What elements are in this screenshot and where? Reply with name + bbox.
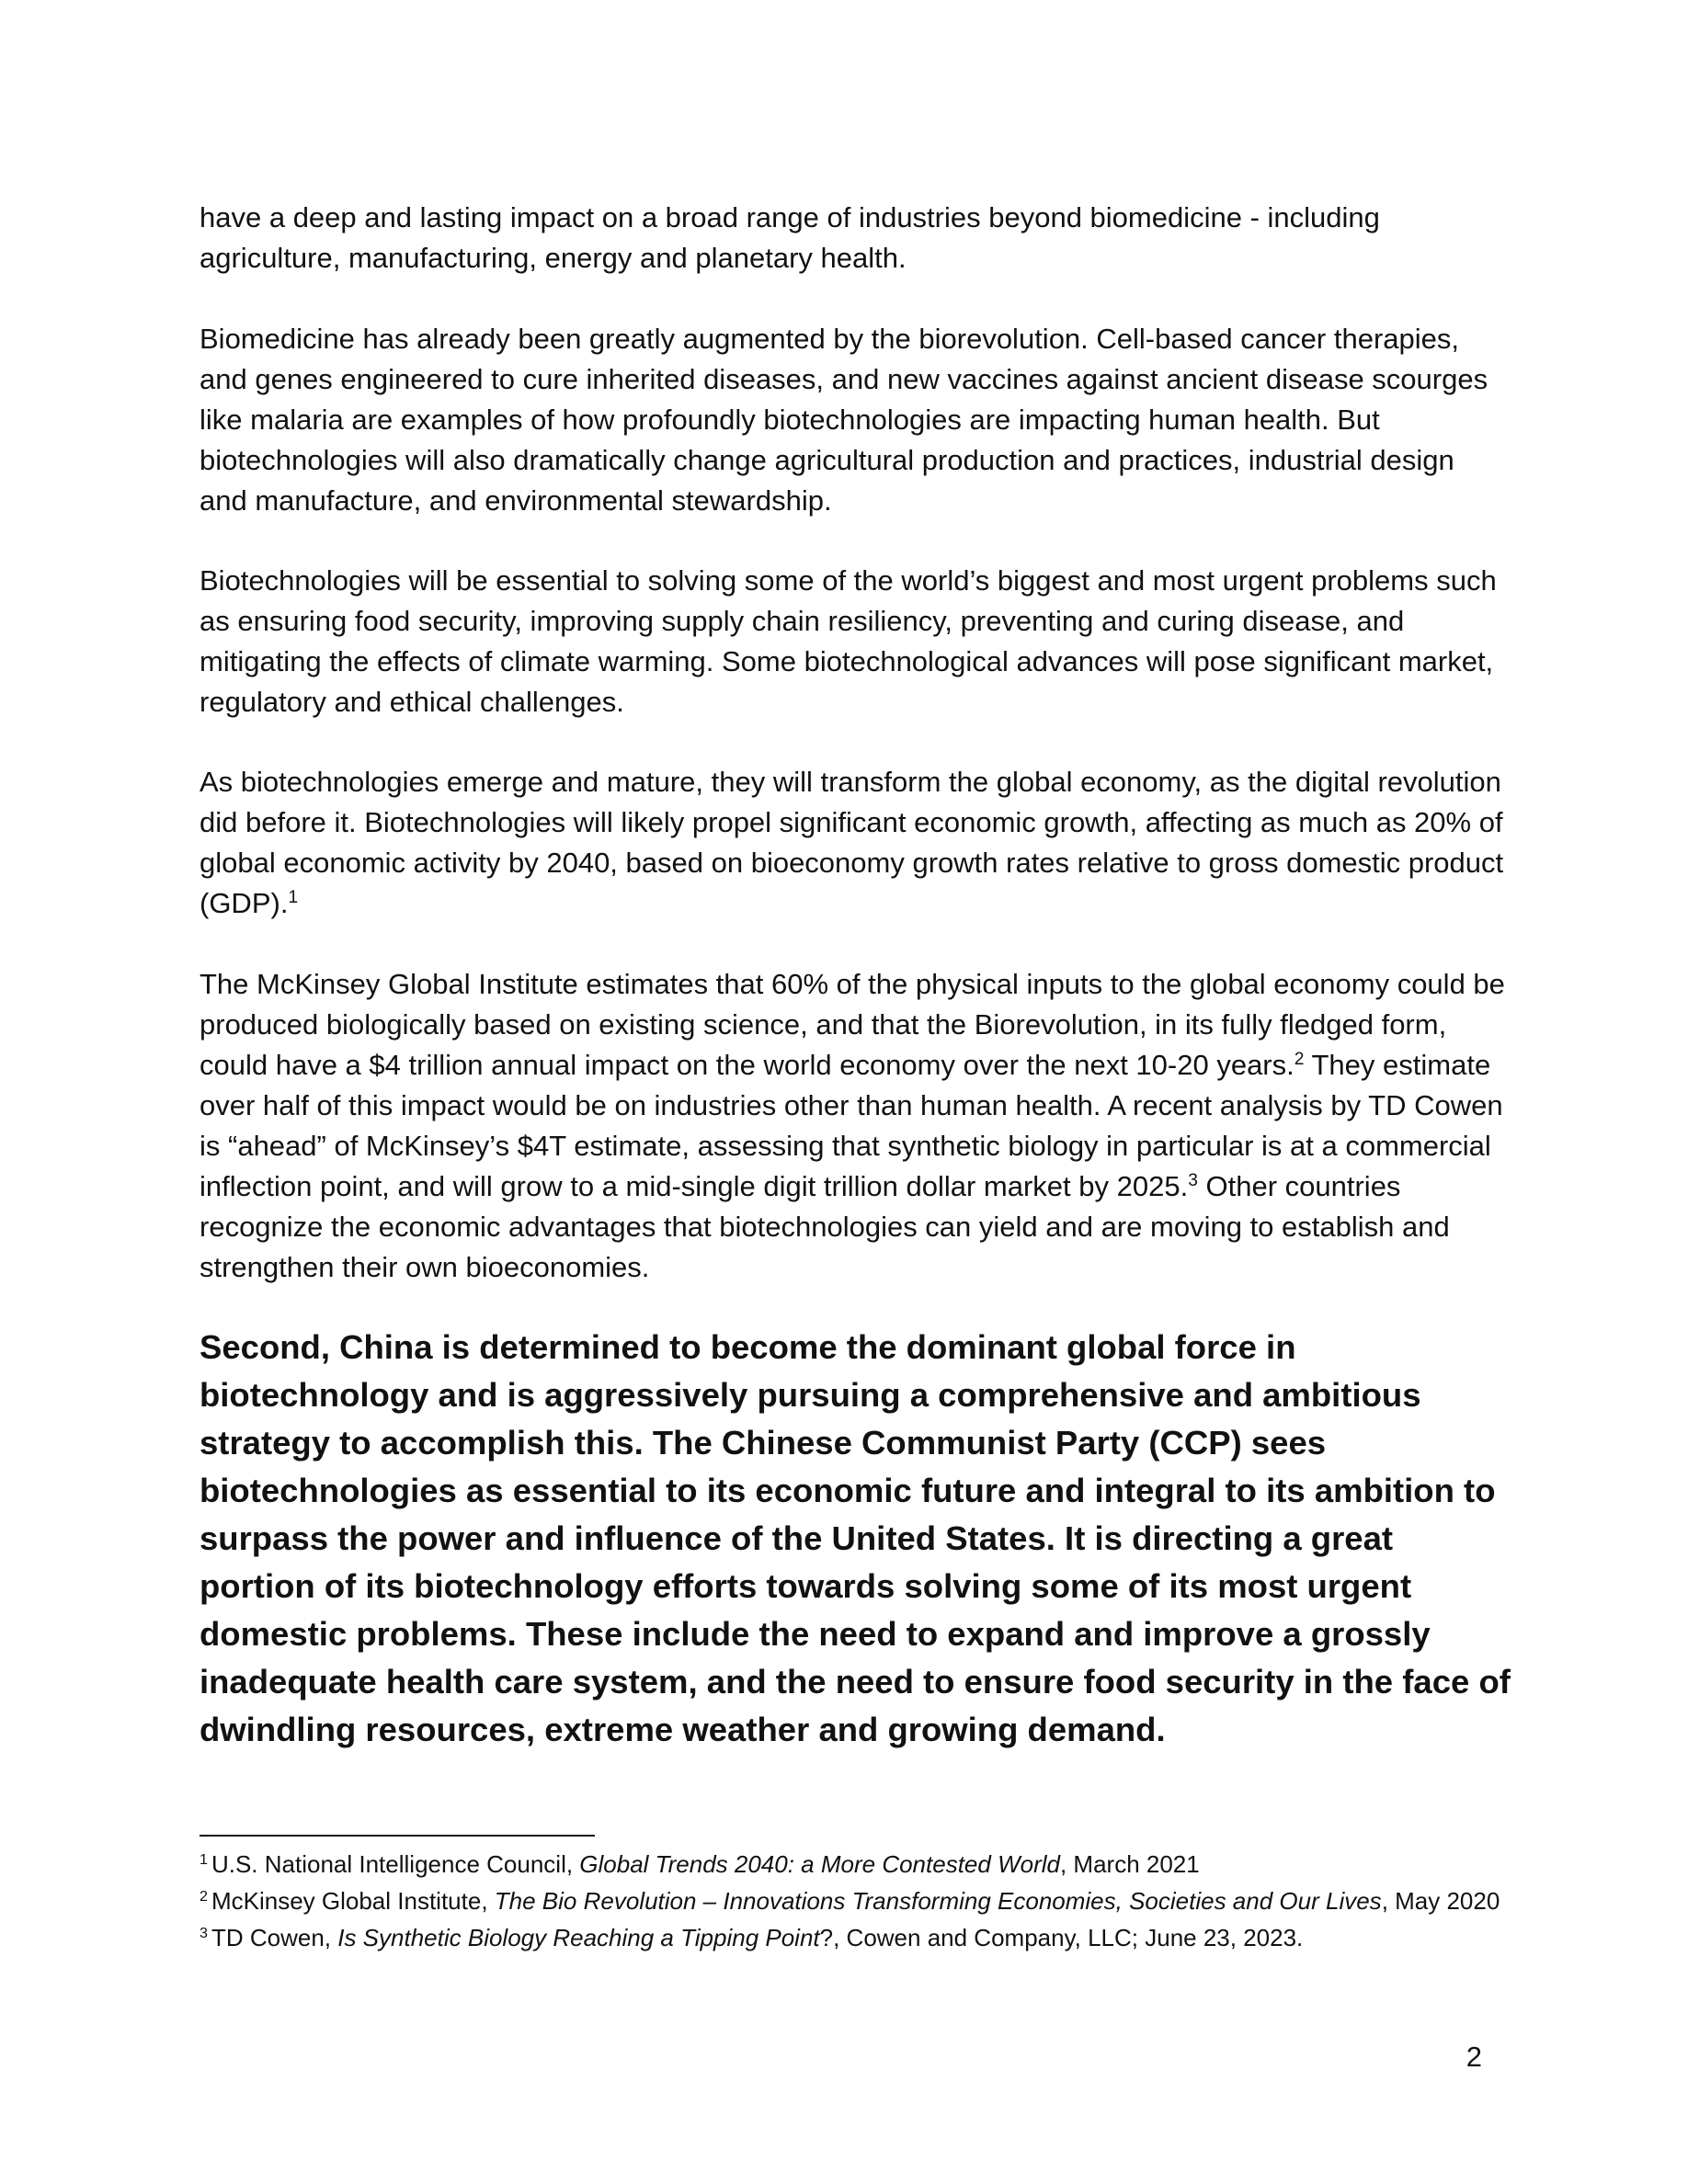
footnote-text: , March 2021 <box>1059 1850 1200 1878</box>
paragraph-text: have a deep and lasting impact on a broad range of industries beyond biomedicine - including agriculture, manufacturing, energy and planetary health. <box>200 201 1380 274</box>
paragraph-text: Biomedicine has already been greatly augmented by the biorevolution. Cell-based cancer therapies, and genes engineered to cure inherited diseases, and new vaccines against ancient disease scourges like malaria are examples of how profoundly biotechnologies are impacting human health. But biotechnologies will also dramatically change agricultural production and practices, industrial design and manufacture, and environmental stewardship. <box>200 323 1488 517</box>
footnote-text: , May 2020 <box>1381 1887 1500 1915</box>
footnote-text: McKinsey Global Institute, <box>211 1887 495 1915</box>
paragraph-text: They estimate over half of this impact would be on industries other than human health. A recent analysis by TD Cowen is “ahead” of McKinsey’s $4T estimate, assessing that synthetic biology in particular is at a commercial inflection point, and will grow to a mid-single digit trillion dollar market by 2025. <box>200 1049 1503 1202</box>
footnote-number: 1 <box>200 1851 208 1869</box>
paragraph <box>200 762 1505 924</box>
paragraph-text: The McKinsey Global Institute estimates that 60% of the physical inputs to the global economy could be produced biologically based on existing science, and that the Biorevolution, in its fully fledged form, could have a $4 trillion annual impact on the world economy over the next 10-20 years. <box>200 968 1505 1081</box>
paragraph-text: Biotechnologies will be essential to solving some of the world’s biggest and most urgent problems such as ensuring food security, improving supply chain resiliency, preventing and curing disease, and mitigating the effects of climate warming. Some biotechnological advances will pose significant market, regulatory and ethical challenges. <box>200 564 1497 718</box>
page-number: 2 <box>1466 2041 1482 2073</box>
footnote-separator <box>200 1835 595 1837</box>
footnote-title: The Bio Revolution – Innovations Transforming Economies, Societies and Our Lives <box>494 1887 1382 1915</box>
footnote-reference[interactable]: 2 <box>1294 1050 1305 1070</box>
paragraph <box>200 964 1505 1288</box>
lead-statement: Second, China is determined to become the dominant global force in biotechnology and is aggressively pursuing a comprehensive and ambitious strategy to accomplish this. The Chinese Communist Party (CCP) sees biotechnologies as essential to its economic future and integral to its ambition to surpass the power and influence of the United States. It is directing a great portion of its biotechnology efforts towards solving some of its most urgent domestic problems. These include the need to expand and improve a grossly inadequate health care system, and the need to ensure food security in the face of dwindling resources, extreme weather and growing demand. <box>200 1328 1511 1748</box>
paragraph-text: As biotechnologies emerge and mature, they will transform the global economy, as the digital revolution did before it. Biotechnologies will likely propel significant economic growth, affecting as much as 20% of global economic activity by 2040, based on bioeconomy growth rates relative to gross domestic product (GDP). <box>200 766 1504 919</box>
footnote-reference[interactable]: 3 <box>1188 1171 1198 1191</box>
footnote-text: TD Cowen, <box>211 1924 338 1951</box>
footnote-title: Is Synthetic Biology Reaching a Tipping Point <box>337 1924 820 1951</box>
footnote-title: Global Trends 2040: a More Contested World <box>579 1850 1060 1878</box>
footnote-reference[interactable]: 1 <box>288 888 299 908</box>
footnote-number: 3 <box>200 1925 208 1942</box>
footnote-text: U.S. National Intelligence Council, <box>211 1850 580 1878</box>
footnote <box>200 1921 1514 1958</box>
paragraph <box>200 198 1505 279</box>
paragraph <box>200 319 1505 521</box>
footnote <box>200 1848 1514 1884</box>
footnote <box>200 1884 1514 1921</box>
paragraph <box>200 561 1505 722</box>
footnote-text: ?, Cowen and Company, LLC; June 23, 2023. <box>819 1924 1304 1951</box>
paragraph-text: Other countries recognize the economic advantages that biotechnologies can yield and are moving to establish and strengthen their own bioeconomies. <box>200 1170 1450 1283</box>
footnotes <box>200 1848 1514 1958</box>
footnote-number: 2 <box>200 1888 208 1905</box>
